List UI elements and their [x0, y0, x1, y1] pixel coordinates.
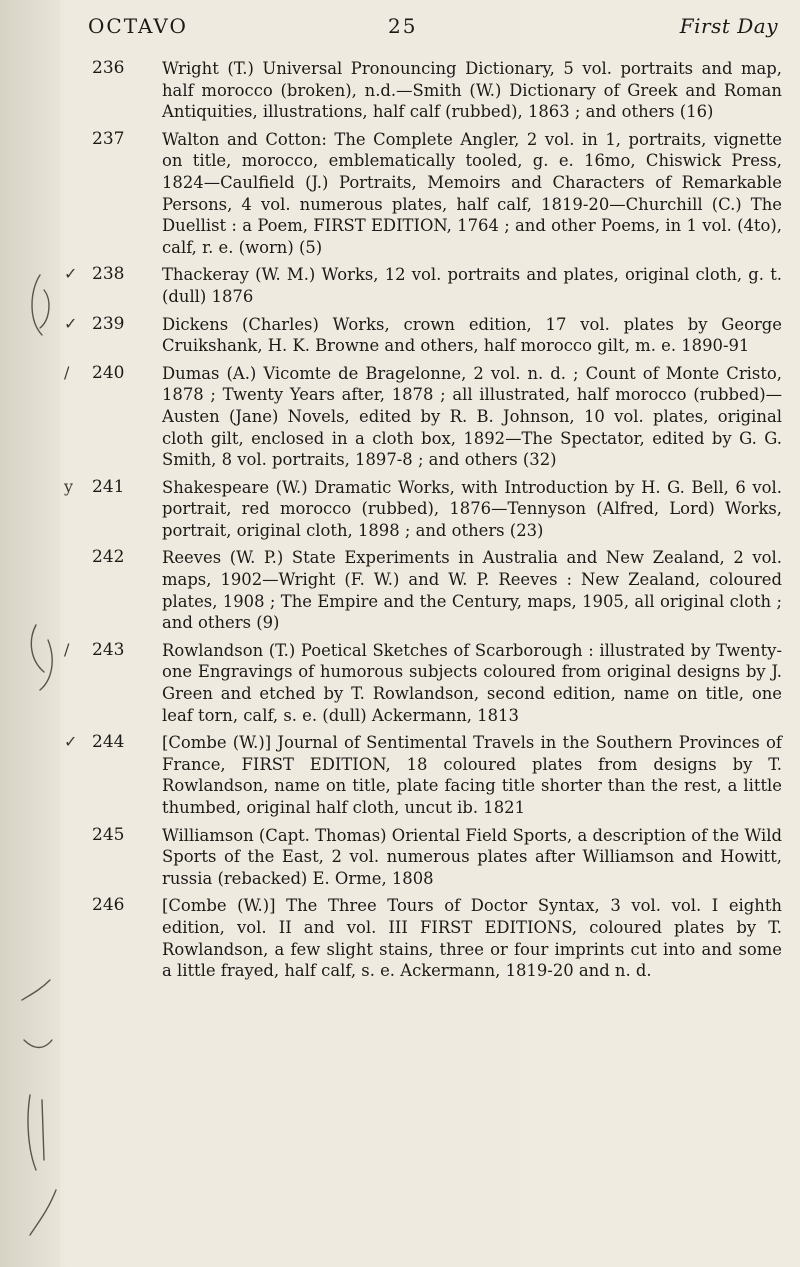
- lot-description: [Combe (W.)] Journal of Sentimental Travels in the Southern Provinces of France, FIRST EDITION, 18 coloured plates from designs by T. Rowlandson, name on title, plate facing title shorter than the rest, a little thumbed, original half cloth, uncut ib. 1821: [162, 733, 782, 817]
- tick-mark: ✓: [64, 264, 78, 284]
- lot-description: Rowlandson (T.) Poetical Sketches of Scarborough : illustrated by Twenty-one Engravings of humorous subjects coloured from original designs by J. Green and etched by T. Rowlandson, second edition, name on title, one leaf torn, calf, s. e. (dull) Ackermann, 1813: [162, 640, 782, 725]
- tick-mark: y: [64, 476, 74, 496]
- lot-number: 240: [92, 362, 125, 383]
- lot-number: 237: [92, 128, 125, 149]
- lot-description: Dumas (A.) Vicomte de Bragelonne, 2 vol. n. d. ; Count of Monte Cristo, 1878 ; Twenty Years after, 1878 ; all illustrated, half morocco (rubbed)—Austen (Jane) Novels, edited by R. B. Johnson, 10 vol. plates, original cloth gilt, enclosed in a cloth box, 1892—The Spectator, edited by G. G. Smith, 8 vol. portraits, 1897-8 ; and others (32): [162, 363, 782, 470]
- tick-mark: ✓: [64, 732, 78, 752]
- tick-mark: /: [64, 639, 70, 659]
- lot-description: Williamson (Capt. Thomas) Oriental Field Sports, a description of the Wild Sports of the East, 2 vol. numerous plates after Williamson and Howitt, russia (rebacked) E. Orme, 1808: [162, 825, 782, 888]
- lot-number: 242: [92, 547, 125, 568]
- lot-number: 238: [92, 264, 125, 285]
- lot-number: 244: [92, 732, 125, 753]
- lot-item: [64, 362, 782, 471]
- page-number: 25: [388, 14, 418, 38]
- lot-description: Walton and Cotton: The Complete Angler, 2 vol. in 1, portraits, vignette on title, morocco, emblematically tooled, g. e. 16mo, Chiswick Press, 1824—Caulfield (J.) Portraits, Memoirs and Characters of Remarkable Persons, 4 vol. numerous plates, half calf, 1819-20—Churchill (C.) The Duellist : a Poem, FIRST EDITION, 1764 ; and other Poems, in 1 vol. (4to), calf, r. e. (worn) (5): [162, 129, 782, 257]
- tick-mark: ✓: [64, 313, 78, 333]
- lot-number: 243: [92, 639, 125, 660]
- lot-list: [64, 58, 782, 988]
- lot-item: [92, 547, 782, 633]
- lot-number: 239: [92, 313, 125, 334]
- lot-item: [64, 732, 782, 818]
- lot-description: Reeves (W. P.) State Experiments in Australia and New Zealand, 2 vol. maps, 1902—Wright (F. W.) and W. P. Reeves : New Zealand, coloured plates, 1908 ; The Empire and the Century, maps, 1905, all original cloth ; and others (9): [162, 548, 782, 633]
- lot-number: 245: [92, 824, 125, 845]
- lot-number: 236: [92, 58, 125, 78]
- lot-item: [92, 895, 782, 981]
- lot-item: [64, 476, 782, 542]
- header-format: OCTAVO: [88, 14, 188, 38]
- lot-item: [64, 639, 782, 726]
- lot-description: Wright (T.) Universal Pronouncing Dictionary, 5 vol. portraits and map, half morocco (broken), n.d.—Smith (W.) Dictionary of Greek and Roman Antiquities, illustrations, half calf (rubbed), 1863 ; and others (16): [162, 59, 782, 122]
- lot-item: [92, 825, 782, 890]
- lot-item: [92, 129, 782, 259]
- page-header: [88, 14, 778, 40]
- lot-description: Dickens (Charles) Works, crown edition, 17 vol. plates by George Cruikshank, H. K. Browne and others, half morocco gilt, m. e. 1890-91: [162, 314, 782, 356]
- lot-item: [64, 313, 782, 357]
- lot-description: Shakespeare (W.) Dramatic Works, with Introduction by H. G. Bell, 6 vol. portrait, red morocco (rubbed), 1876—Tennyson (Alfred, Lord) Works, portrait, original cloth, 1898 ; and others (23): [162, 477, 782, 540]
- lot-number: 246: [92, 895, 125, 916]
- header-day: First Day: [679, 14, 778, 38]
- lot-number: 241: [92, 476, 125, 497]
- lot-item: [92, 58, 782, 123]
- pencil-marks: [0, 0, 80, 1267]
- lot-item: [64, 264, 782, 307]
- lot-description: Thackeray (W. M.) Works, 12 vol. portraits and plates, original cloth, g. t. (dull) 1876: [162, 265, 782, 306]
- lot-description: [Combe (W.)] The Three Tours of Doctor Syntax, 3 vol. vol. I eighth edition, vol. II and vol. III FIRST EDITIONS, coloured plates by T. Rowlandson, a few slight stains, three or four imprints cut into and some a little frayed, half calf, s. e. Ackermann, 1819-20 and n. d.: [162, 896, 782, 981]
- tick-mark: /: [64, 362, 70, 382]
